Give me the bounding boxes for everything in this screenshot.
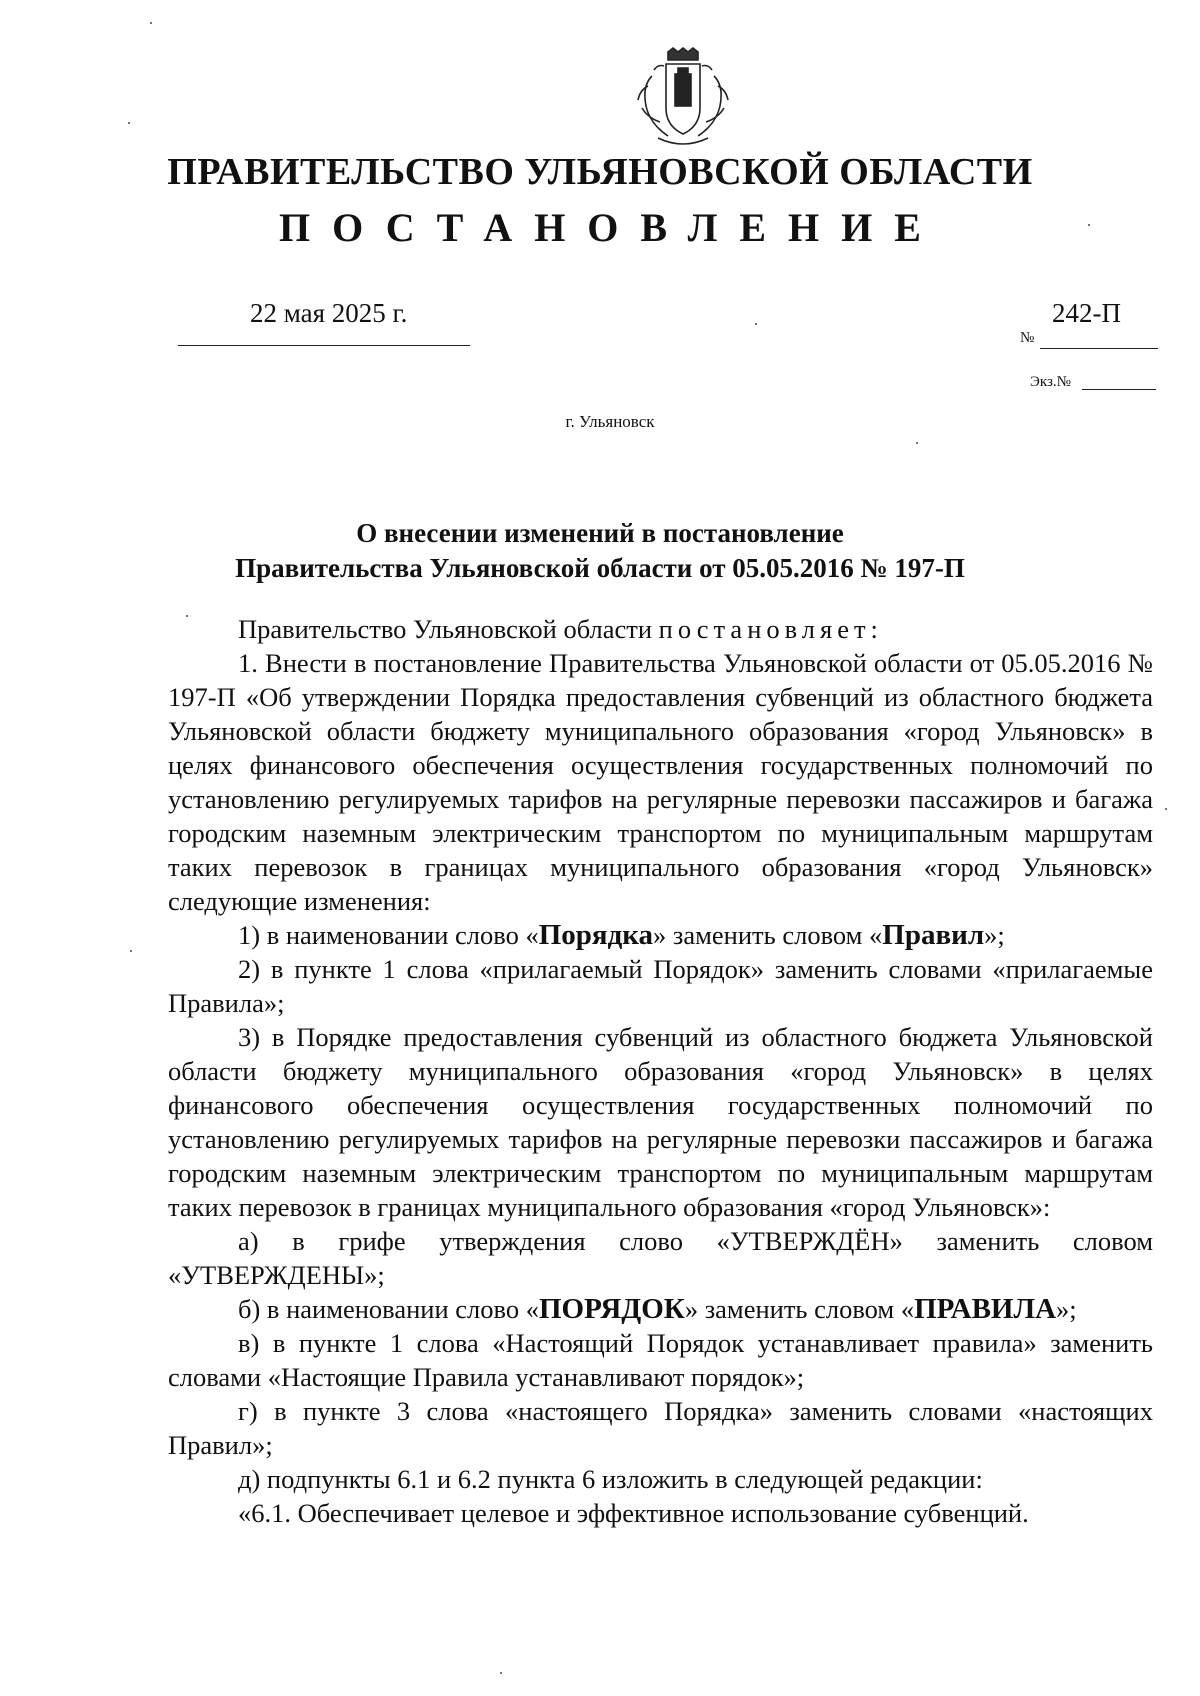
scan-speck bbox=[150, 22, 152, 24]
item-3: 3) в Порядке предоставления субвенций из областного бюджета Ульяновской области бюджету муниципального образования «город Ульяновск» в целях финансового обеспечения осуществления государственных полномочий по установлению регулируемых тарифов на регулярные перевозки пассажиров и багажа городским наземным электрическим транспортом по муниципальным маршрутам таких перевозок в границах муниципального образования «город Ульяновск»: bbox=[168, 1022, 1153, 1222]
item-1-text-b: » заменить словом « bbox=[653, 920, 883, 950]
subitem-b-text-b: » заменить словом « bbox=[684, 1294, 915, 1324]
item-2: 2) в пункте 1 слова «прилагаемый Порядок» заменить словами «прилагаемые Правила»; bbox=[168, 954, 1153, 1018]
city-name: г. Ульяновск bbox=[565, 412, 655, 431]
item-1-bold-b: Правил bbox=[882, 919, 985, 951]
document-number: 242-П bbox=[1052, 298, 1121, 328]
scan-speck bbox=[130, 950, 132, 952]
subitem-b-text-a: б) в наименовании слово « bbox=[238, 1294, 539, 1324]
subitem-b bbox=[168, 1292, 1153, 1326]
paragraph-1: 1. Внести в постановление Правительства Ульяновской области от 05.05.2016 № 197-П «Об утверждении Порядка предоставления субвенций из областного бюджета Ульяновской области бюджету муниципального образования «город Ульяновск» в целях финансового обеспечения осуществления государственных полномочий по установлению регулируемых тарифов на регулярные перевозки пассажиров и багажа городским наземным электрическим транспортом по муниципальным маршрутам таких перевозок в границах муниципального образования «город Ульяновск» следующие изменения: bbox=[168, 648, 1153, 916]
subitem-d: д) подпункты 6.1 и 6.2 пункта 6 изложить в следующей редакции: bbox=[238, 1464, 983, 1494]
scan-speck bbox=[128, 122, 130, 124]
intro-verb: постановляет: bbox=[658, 614, 883, 644]
organization-title: ПРАВИТЕЛЬСТВО УЛЬЯНОВСКОЙ ОБЛАСТИ bbox=[167, 151, 1033, 193]
subject-line-1: О внесении изменений в постановление bbox=[356, 518, 844, 548]
copy-number-label: Экз.№ bbox=[1030, 374, 1071, 390]
document-type-title: ПОСТАНОВЛЕНИЕ bbox=[279, 205, 943, 250]
date-underline bbox=[178, 345, 470, 346]
subitem-b-text-c: »; bbox=[1056, 1294, 1077, 1324]
copy-number-underline bbox=[1082, 389, 1156, 390]
subitem-a: а) в грифе утверждения слово «УТВЕРЖДЁН» заменить словом «УТВЕРЖДЕНЫ»; bbox=[168, 1226, 1153, 1290]
subitem-g: г) в пункте 3 слова «настоящего Порядка» заменить словами «настоящих Правил»; bbox=[168, 1396, 1153, 1460]
scan-speck bbox=[186, 615, 188, 617]
scan-speck bbox=[1088, 224, 1090, 226]
subitem-b-bold-a: ПОРЯДОК bbox=[538, 1293, 685, 1325]
document-date: 22 мая 2025 г. bbox=[250, 298, 408, 328]
item-1-text-c: »; bbox=[984, 920, 1005, 950]
document-subject bbox=[0, 516, 1200, 586]
scan-speck bbox=[1165, 808, 1167, 810]
coat-of-arms-emblem bbox=[628, 46, 738, 150]
scan-speck bbox=[916, 442, 918, 444]
scan-speck bbox=[500, 1672, 502, 1674]
document-body bbox=[168, 612, 1153, 1530]
item-1-text-a: 1) в наименовании слово « bbox=[238, 920, 539, 950]
scan-speck bbox=[755, 323, 757, 325]
number-label: № bbox=[1020, 330, 1035, 346]
number-underline bbox=[1040, 348, 1158, 349]
subitem-v: в) в пункте 1 слова «Настоящий Порядок устанавливает правила» заменить словами «Настоящие Правила устанавливают порядок»; bbox=[168, 1328, 1153, 1392]
subitem-b-bold-b: ПРАВИЛА bbox=[914, 1293, 1057, 1325]
item-1-bold-a: Порядка bbox=[538, 919, 654, 951]
intro-paragraph bbox=[168, 612, 1153, 646]
intro-prefix: Правительство Ульяновской области bbox=[238, 614, 659, 644]
item-1 bbox=[168, 918, 1153, 952]
subject-line-2: Правительства Ульяновской области от 05.05.2016 № 197-П bbox=[235, 553, 965, 583]
quote-6-1: «6.1. Обеспечивает целевое и эффективное использование субвенций. bbox=[238, 1498, 1029, 1528]
